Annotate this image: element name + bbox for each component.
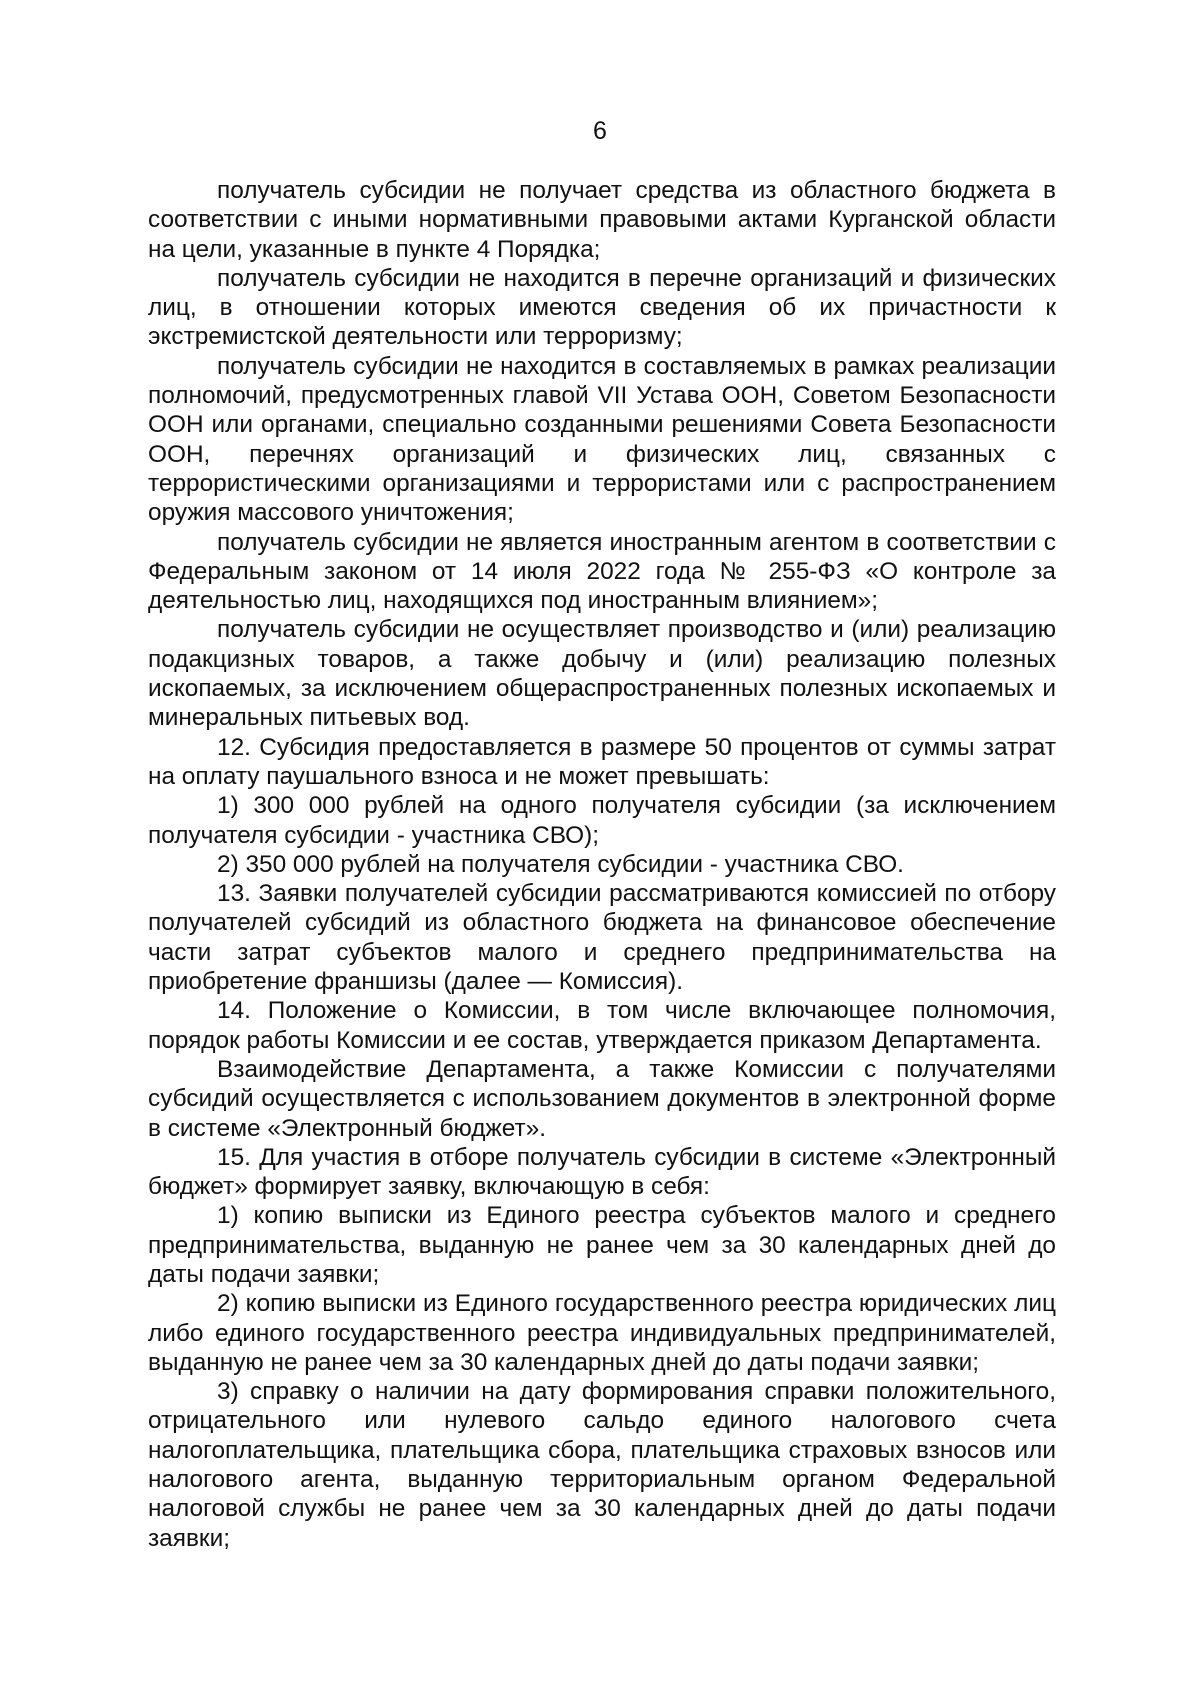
paragraph-13-commission: 13. Заявки получателей субсидии рассматриваются комиссией по отбору получателей субсидий из областного бюджета на финансовое обеспечение части затрат субъектов малого и среднего предпринимательства на приобретение франшизы (далее — Комиссия). [148, 880, 1056, 996]
paragraph-15-item-3: 3) справку о наличии на дату формирования справки положительного, отрицательного или нулевого сальдо единого налогового счета налогоплательщика, плательщика сбора, плательщика страховых взносов или налогового агента, выданную территориальным органом Федеральной налоговой службы не ранее чем за 30 календарных дней до даты подачи заявки; [148, 1378, 1056, 1552]
document-body [148, 176, 1056, 1553]
paragraph-12-subsidy-amount: 12. Субсидия предоставляется в размере 50 процентов от суммы затрат на оплату паушального взноса и не может превышать: [148, 733, 1056, 790]
paragraph-not-un-sanctions-list: получатель субсидии не находится в составляемых в рамках реализации полномочий, предусмотренных главой VII Устава ООН, Советом Безопасности ООН или органами, специально созданными решениями Совета Безопасности ООН, перечнях организаций и физических лиц, связанных с террористическими организациями и террористами или с распространением оружия массового уничтожения; [148, 352, 1056, 527]
page-number: 6 [593, 117, 607, 145]
paragraph-12-item-1: 1) 300 000 рублей на одного получателя субсидии (за исключением получателя субсидии - участника СВО); [148, 792, 1056, 849]
paragraph-electronic-interaction: Взаимодействие Департамента, а также Комиссии с получателями субсидий осуществляется с использованием документов в электронной форме в системе «Электронный бюджет». [148, 1055, 1056, 1142]
paragraph-15-item-2: 2) копию выписки из Единого государственного реестра юридических лиц либо единого государственного реестра индивидуальных предпринимателей, выданную не ранее чем за 30 календарных дней до даты подачи заявки; [148, 1290, 1056, 1376]
paragraph-not-extremist-list: получатель субсидии не находится в перечне организаций и физических лиц, в отношении которых имеются сведения об их причастности к экстремистской деятельности или терроризму; [148, 264, 1056, 351]
paragraph-15-application: 15. Для участия в отборе получатель субсидии в системе «Электронный бюджет» формирует заявку, включающую в себя: [148, 1143, 1056, 1201]
paragraph-14-commission-regulation: 14. Положение о Комиссии, в том числе включающее полномочия, порядок работы Комиссии и ее состав, утверждается приказом Департамента. [148, 997, 1056, 1054]
paragraph-no-excise-goods: получатель субсидии не осуществляет производство и (или) реализацию подакцизных товаров, а также добычу и (или) реализацию полезных ископаемых, за исключением общераспространенных полезных ископаемых и минеральных питьевых вод. [148, 616, 1056, 732]
paragraph-15-item-1: 1) копию выписки из Единого реестра субъектов малого и среднего предпринимательства, выданную не ранее чем за 30 календарных дней до даты подачи заявки; [148, 1202, 1056, 1288]
paragraph-not-foreign-agent: получатель субсидии не является иностранным агентом в соответствии с Федеральным законом от 14 июля 2022 года № 255-ФЗ «О контроле за деятельностью лиц, находящихся под иностранным влиянием»; [148, 528, 1056, 615]
paragraph-12-item-2: 2) 350 000 рублей на получателя субсидии - участника СВО. [217, 850, 904, 878]
paragraph-no-other-funding: получатель субсидии не получает средства из областного бюджета в соответствии с иными нормативными правовыми актами Курганской области на цели, указанные в пункте 4 Порядка; [148, 177, 1056, 263]
